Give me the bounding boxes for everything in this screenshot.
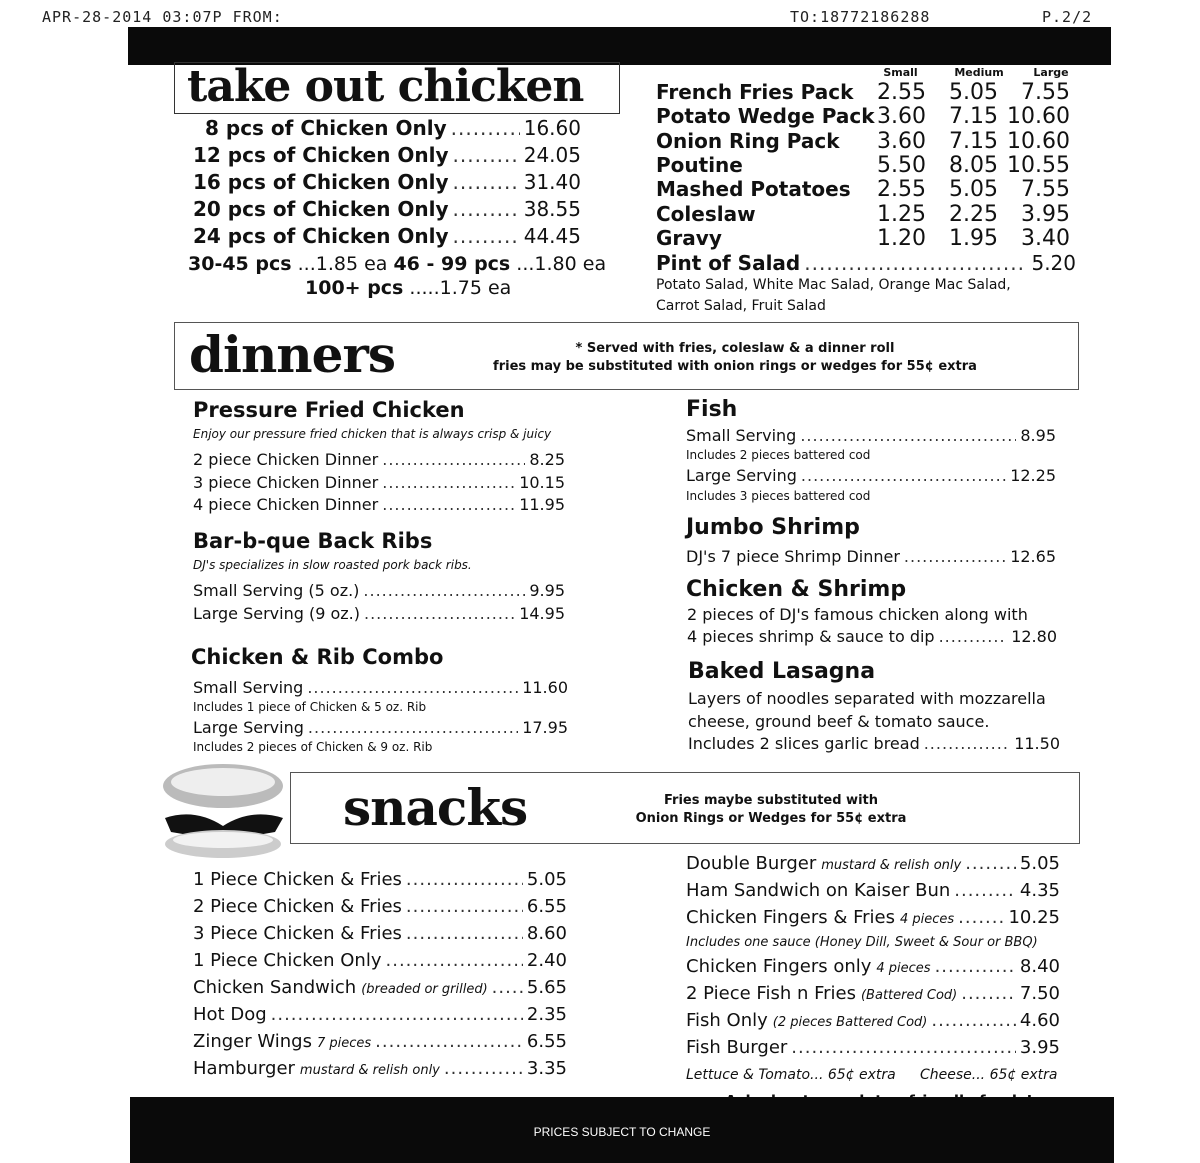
leader-dots: [935, 956, 1016, 977]
item-name: 2 Piece Fish n Fries: [686, 983, 856, 1004]
item-price: 16.60: [523, 116, 581, 140]
item-price: 3.35: [526, 1058, 567, 1079]
leader-dots: [804, 251, 1027, 275]
lasagna-line-1: Layers of noodles separated with mozzarella: [688, 689, 1046, 708]
pfc-item-row: [193, 473, 565, 492]
snack-right-row: [686, 956, 1060, 977]
snack-right-row: [686, 1010, 1060, 1031]
leader-dots: [954, 880, 1016, 901]
leader-dots: [307, 678, 518, 697]
bulk-line-2: [305, 277, 511, 299]
ribs-title: Bar-b-que Back Ribs: [193, 529, 433, 553]
side-price-medium: 7.15: [949, 104, 998, 130]
item-name: 8 pcs of Chicken Only: [205, 116, 447, 140]
item-name: Large Serving (9 oz.): [193, 604, 360, 623]
leader-dots: [801, 466, 1006, 485]
item-name: Small Serving (5 oz.): [193, 581, 360, 600]
item-name: Ham Sandwich on Kaiser Bun: [686, 880, 951, 901]
leader-dots: [904, 547, 1006, 566]
side-item-prices: [856, 177, 1070, 202]
leader-dots: [961, 983, 1016, 1004]
side-price-small: 2.55: [877, 80, 926, 105]
combo-small-name: Small Serving: [193, 678, 304, 697]
item-name: 1 Piece Chicken & Fries: [193, 869, 402, 890]
side-price-medium: 5.05: [949, 177, 998, 203]
bulk-3-price: .....1.75 ea: [409, 277, 512, 299]
lasagna-title: Baked Lasagna: [688, 659, 876, 684]
leader-dots: [364, 604, 515, 623]
lasagna-line-2: cheese, ground beef & tomato sauce.: [688, 712, 990, 731]
combo-small-row: [193, 678, 568, 697]
chicken-shrimp-row: [687, 627, 1057, 646]
ribs-desc: DJ's specializes in slow roasted pork back ribs.: [193, 558, 472, 572]
takeout-item-row: [193, 197, 581, 221]
extras-cheese: Cheese... 65¢ extra: [920, 1067, 1058, 1083]
item-price: 14.95: [519, 604, 565, 623]
combo-small-price: 11.60: [522, 678, 568, 697]
leader-dots: [406, 869, 523, 890]
item-name: 20 pcs of Chicken Only: [193, 197, 449, 221]
takeout-item-row: [193, 143, 581, 167]
pfc-item-row: [193, 450, 565, 469]
side-item-prices: [856, 153, 1070, 178]
snacks-banner: [290, 772, 1080, 844]
leader-dots: [382, 473, 515, 492]
snack-right-row: [686, 907, 1060, 928]
side-item-name: Mashed Potatoes: [656, 177, 851, 202]
item-note: (2 pieces Battered Cod): [772, 1015, 928, 1030]
chicken-shrimp-line-2: 4 pieces shrimp & sauce to dip: [687, 627, 935, 646]
item-price: 6.55: [526, 1031, 567, 1052]
fish-small-row: [686, 426, 1056, 445]
side-price-medium: 1.95: [949, 225, 998, 251]
lasagna-line-3: Includes 2 slices garlic bread: [688, 734, 920, 753]
item-price: 11.95: [519, 495, 565, 514]
leader-dots: [406, 896, 523, 917]
leader-dots: [965, 853, 1016, 874]
dinners-banner: [174, 322, 1079, 390]
item-name: Hot Dog: [193, 1004, 267, 1025]
combo-large-row: [193, 718, 568, 737]
leader-dots: [382, 495, 515, 514]
side-item-name: Coleslaw: [656, 201, 756, 226]
item-name: Zinger Wings: [193, 1031, 312, 1052]
snack-right-row: [686, 880, 1060, 901]
snacks-note-2: Onion Rings or Wedges for 55¢ extra: [635, 811, 907, 826]
item-price: 5.65: [526, 977, 567, 998]
leader-dots: [406, 923, 523, 944]
ribs-item-row: [193, 581, 565, 600]
side-price-medium: 8.05: [949, 152, 998, 178]
fax-header-center: TO:18772186288: [790, 8, 931, 26]
item-price: 4.35: [1019, 880, 1060, 901]
item-name: 3 Piece Chicken & Fries: [193, 923, 402, 944]
snacks-note-1: Fries maybe substituted with: [663, 793, 878, 808]
bulk-1-label: 30-45 pcs: [188, 253, 292, 275]
combo-large-price: 17.95: [522, 718, 568, 737]
side-item-prices: [856, 80, 1070, 105]
item-note: 4 pieces: [899, 912, 955, 927]
pfc-title: Pressure Fried Chicken: [193, 398, 465, 422]
pfc-desc: Enjoy our pressure fried chicken that is always crisp & juicy: [193, 427, 552, 441]
side-item-name: French Fries Pack: [656, 80, 854, 104]
leader-dots: [451, 116, 520, 140]
item-name: Chicken Sandwich: [193, 977, 357, 998]
leader-dots: [308, 718, 518, 737]
footer-band: [130, 1097, 1114, 1163]
side-item-prices: [856, 202, 1070, 227]
bulk-2-label: 46 - 99 pcs: [393, 253, 511, 275]
size-header-medium: Medium: [954, 66, 1004, 79]
size-header-small: Small: [883, 66, 918, 79]
fish-title: Fish: [686, 397, 738, 422]
item-price: 7.50: [1019, 983, 1060, 1004]
side-item-prices: [856, 226, 1070, 251]
ribs-item-row: [193, 604, 565, 623]
extras-lettuce: Lettuce & Tomato... 65¢ extra: [686, 1067, 896, 1083]
side-price-small: 2.55: [877, 177, 926, 203]
burger-illustration: [155, 756, 295, 866]
item-price: 31.40: [523, 170, 581, 194]
snack-left-row: [193, 923, 567, 944]
dinners-note-1: * Served with fries, coleslaw & a dinner roll: [575, 341, 895, 356]
takeout-title-box: [174, 62, 620, 114]
dinners-note-2: fries may be substituted with onion rings or wedges for 55¢ extra: [493, 359, 977, 374]
item-name: 16 pcs of Chicken Only: [193, 170, 449, 194]
item-name: Hamburger: [193, 1058, 295, 1079]
takeout-item-row: [193, 170, 581, 194]
fax-header-left: APR-28-2014 03:07P FROM:: [42, 8, 283, 26]
side-price-large: 7.55: [1021, 80, 1070, 105]
fish-small-price: 8.95: [1020, 426, 1056, 445]
fish-small-note: Includes 2 pieces battered cod: [686, 448, 871, 462]
item-name: 2 Piece Chicken & Fries: [193, 896, 402, 917]
side-price-small: 3.60: [877, 128, 926, 154]
fish-small-name: Small Serving: [686, 426, 797, 445]
side-price-medium: 5.05: [949, 80, 998, 105]
side-price-large: 3.40: [1021, 225, 1070, 251]
snack-right-row: [686, 1037, 1060, 1058]
takeout-item-row: [205, 116, 581, 140]
item-note: (Battered Cod): [860, 988, 958, 1003]
leader-dots: [363, 581, 525, 600]
chicken-shrimp-price: 12.80: [1011, 627, 1057, 646]
takeout-title: take out chicken: [187, 61, 584, 112]
sides-size-headers: [858, 66, 1087, 79]
item-name: 12 pcs of Chicken Only: [193, 143, 449, 167]
snack-left-row: [193, 1058, 567, 1079]
item-note: mustard & relish only: [299, 1063, 440, 1078]
bulk-1-price: ...1.85 ea: [297, 253, 388, 275]
snack-right-row: [686, 853, 1060, 874]
side-price-small: 1.20: [877, 225, 926, 251]
salad-name: Pint of Salad: [656, 251, 801, 275]
lasagna-row: [688, 734, 1060, 753]
combo-large-note: Includes 2 pieces of Chicken & 9 oz. Rib: [193, 740, 433, 754]
salad-row: [656, 251, 1076, 275]
item-price: 8.25: [529, 450, 565, 469]
side-price-medium: 2.25: [949, 201, 998, 227]
side-price-large: 3.95: [1021, 201, 1070, 227]
salad-price: 5.20: [1031, 251, 1076, 275]
side-price-small: 5.50: [877, 152, 926, 178]
footer-text: PRICES SUBJECT TO CHANGE: [533, 1125, 711, 1139]
item-price: 2.40: [526, 950, 567, 971]
bulk-3-label: 100+ pcs: [305, 277, 404, 299]
snack-left-row: [193, 950, 567, 971]
snack-left-row: [193, 977, 567, 998]
shrimp-row: [686, 547, 1056, 566]
item-price: 8.60: [526, 923, 567, 944]
item-name: Double Burger: [686, 853, 817, 874]
size-header-large: Large: [1033, 66, 1069, 79]
item-name: 2 piece Chicken Dinner: [193, 450, 379, 469]
pfc-item-row: [193, 495, 565, 514]
item-name: Fish Only: [686, 1010, 768, 1031]
side-item-name: Onion Ring Pack: [656, 128, 840, 153]
item-name: Chicken Fingers only: [686, 956, 872, 977]
snack-left-row: [193, 1004, 567, 1025]
leader-dots: [931, 1010, 1016, 1031]
sauce-note: Includes one sauce (Honey Dill, Sweet & Sour or BBQ): [686, 935, 1038, 950]
chicken-shrimp-line-1: 2 pieces of DJ's famous chicken along with: [687, 605, 1028, 624]
salad-desc-1: Potato Salad, White Mac Salad, Orange Mac Salad,: [656, 277, 1011, 293]
dinners-title: dinners: [189, 325, 395, 384]
combo-large-name: Large Serving: [193, 718, 304, 737]
snack-left-row: [193, 869, 567, 890]
snack-left-row: [193, 1031, 567, 1052]
fax-header-page: P.2/2: [1042, 8, 1093, 26]
item-price: 44.45: [523, 224, 581, 248]
item-price: 9.95: [529, 581, 565, 600]
leader-dots: [800, 426, 1016, 445]
side-price-small: 1.25: [877, 201, 926, 227]
item-name: 4 piece Chicken Dinner: [193, 495, 379, 514]
shrimp-title: Jumbo Shrimp: [686, 515, 860, 540]
shrimp-name: DJ's 7 piece Shrimp Dinner: [686, 547, 900, 566]
bulk-2-price: ...1.80 ea: [516, 253, 607, 275]
leader-dots: [382, 450, 525, 469]
item-name: 3 piece Chicken Dinner: [193, 472, 379, 492]
item-price: 3.95: [1019, 1037, 1060, 1058]
side-price-small: 3.60: [877, 104, 926, 130]
leader-dots: [271, 1004, 523, 1025]
takeout-item-row: [193, 224, 581, 248]
leader-dots: [386, 950, 523, 971]
item-price: 24.05: [523, 143, 581, 167]
shrimp-price: 12.65: [1010, 547, 1056, 566]
item-name: Chicken Fingers & Fries: [686, 907, 895, 928]
salad-desc-2: Carrot Salad, Fruit Salad: [656, 298, 826, 314]
item-name: 1 Piece Chicken Only: [193, 950, 382, 971]
side-item-name: Potato Wedge Pack: [656, 104, 875, 129]
leader-dots: [958, 907, 1004, 928]
snacks-title: snacks: [343, 778, 528, 837]
side-item-prices: [856, 129, 1070, 154]
leader-dots: [444, 1058, 523, 1079]
item-price: 5.05: [526, 869, 567, 890]
leader-dots: [924, 734, 1010, 753]
side-price-large: 10.55: [1007, 152, 1070, 178]
item-name: Fish Burger: [686, 1037, 788, 1058]
item-price: 38.55: [523, 197, 581, 221]
fish-large-note: Includes 3 pieces battered cod: [686, 489, 871, 503]
item-note: (breaded or grilled): [361, 982, 488, 997]
side-item-prices: [856, 104, 1070, 129]
side-price-medium: 7.15: [949, 128, 998, 154]
snack-left-row: [193, 896, 567, 917]
leader-dots: [939, 627, 1008, 646]
side-item-name: Gravy: [656, 225, 722, 250]
item-price: 8.40: [1019, 956, 1060, 977]
item-price: 5.05: [1019, 853, 1060, 874]
item-note: 4 pieces: [876, 961, 931, 976]
item-price: 4.60: [1019, 1010, 1060, 1031]
leader-dots: [375, 1031, 523, 1052]
leader-dots: [453, 224, 520, 248]
side-item-name: Poutine: [656, 152, 743, 177]
item-note: mustard & relish only: [821, 858, 962, 873]
snack-right-row: [686, 983, 1060, 1004]
leader-dots: [791, 1037, 1016, 1058]
side-price-large: 10.60: [1007, 128, 1070, 154]
side-price-large: 7.55: [1021, 177, 1070, 203]
leader-dots: [453, 197, 520, 221]
lasagna-price: 11.50: [1014, 734, 1060, 753]
item-note: 7 pieces: [316, 1036, 372, 1051]
bulk-line: [188, 253, 606, 275]
fish-large-name: Large Serving: [686, 466, 797, 485]
leader-dots: [453, 170, 520, 194]
combo-small-note: Includes 1 piece of Chicken & 5 oz. Rib: [193, 700, 427, 714]
leader-dots: [453, 143, 520, 167]
chicken-shrimp-title: Chicken & Shrimp: [686, 577, 907, 602]
item-name: 24 pcs of Chicken Only: [193, 224, 449, 248]
top-black-band: [128, 27, 1111, 65]
item-price: 10.15: [519, 472, 565, 492]
item-price: 2.35: [526, 1004, 567, 1025]
fish-large-price: 12.25: [1010, 466, 1056, 485]
item-price: 6.55: [526, 896, 567, 917]
item-price: 10.25: [1008, 907, 1060, 928]
combo-title: Chicken & Rib Combo: [191, 645, 444, 669]
fish-large-row: [686, 466, 1056, 485]
leader-dots: [492, 977, 523, 998]
side-price-large: 10.60: [1007, 104, 1070, 130]
